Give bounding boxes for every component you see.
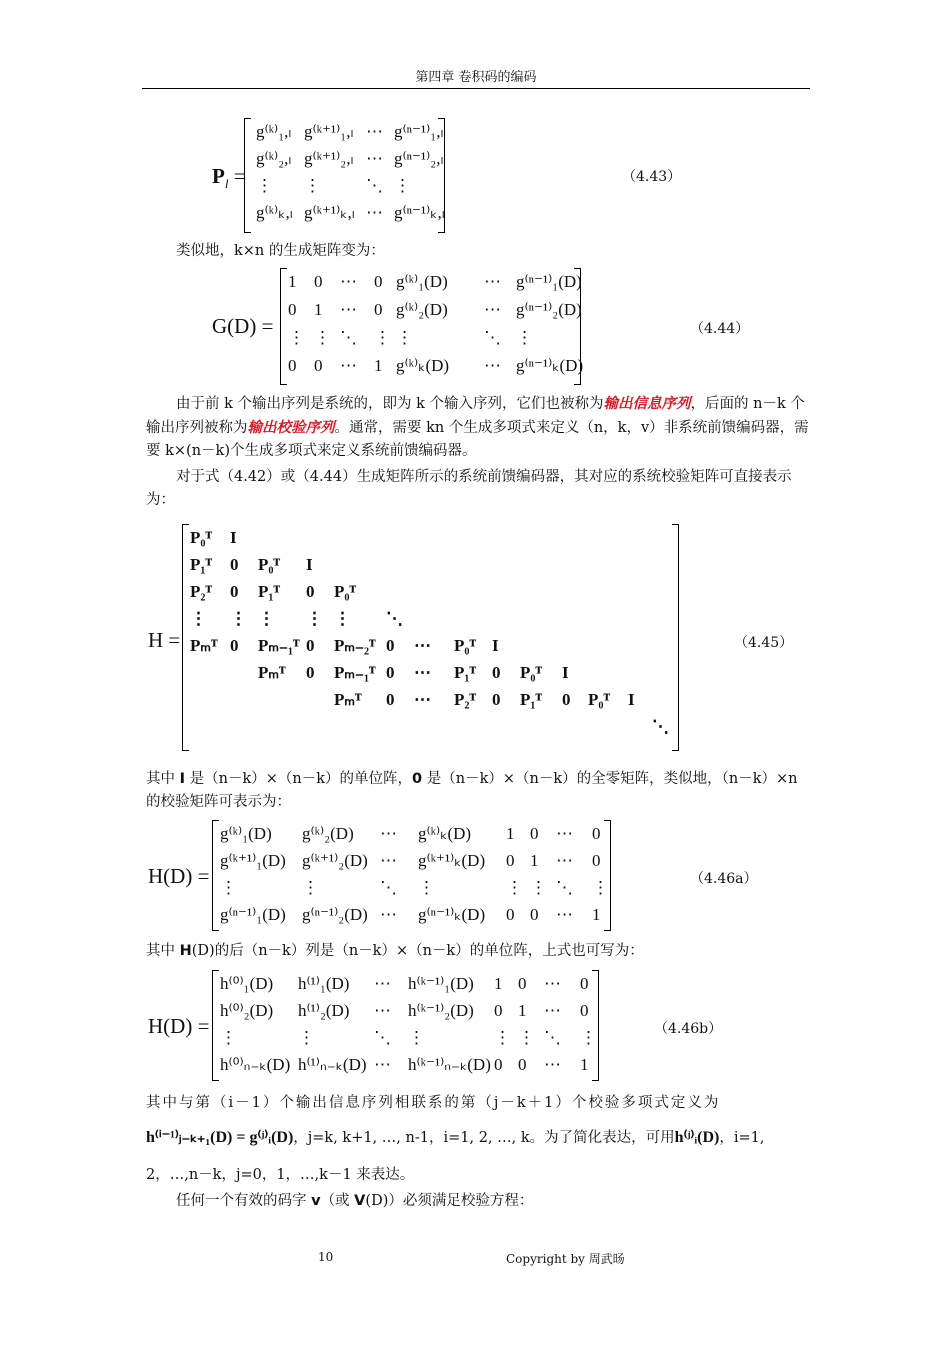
matrix-cell: ⋱ xyxy=(374,1028,391,1047)
para4-text-b: 是（n－k）×（n－k）的单位阵， xyxy=(185,771,413,787)
para5-text-a: 其中 xyxy=(146,943,180,959)
matrix-cell: ⋮ xyxy=(418,878,435,897)
para-identity xyxy=(146,768,810,814)
eq445-number: （4.45） xyxy=(734,635,794,651)
matrix-cell: P₁ᵀ xyxy=(258,582,281,601)
para-similarly: 类似地，k×n 的生成矩阵变为： xyxy=(176,243,385,259)
matrix-cell: ⋮ xyxy=(220,878,237,897)
matrix-cell: 0 xyxy=(374,272,383,291)
eq444-number: （4.44） xyxy=(690,321,750,337)
copyright: Copyright by 周武旸 xyxy=(506,1252,625,1266)
matrix-cell: 0 xyxy=(230,555,239,574)
para-check-matrix: 对于式（4.42）或（4.44）生成矩阵所示的系统前馈编码器，其对应的系统校验矩阵可直接表示为： xyxy=(146,469,792,508)
para9-text-c: (D)）必须满足校验方程： xyxy=(365,1193,534,1209)
matrix-cell: 1 xyxy=(530,851,539,870)
para5-text-b: (D)的后（n－k）列是（n－k）×（n－k）的单位阵，上式也可写为： xyxy=(191,943,644,959)
para-systematic xyxy=(146,392,810,463)
para7-text-a: ，j=k, k+1, …, n-1，i=1, 2, …, k。为了简化表达，可用 xyxy=(293,1130,675,1146)
para2-text-a: 由于前 k 个输出序列是系统的，即为 k 个输入序列，它们也被称为 xyxy=(176,396,604,412)
v-symbol: v xyxy=(311,1193,321,1209)
matrix-cell: ⋯ xyxy=(366,149,383,168)
matrix-cell: g⁽ᵏ⁾₂(D) xyxy=(302,824,354,843)
matrix-cell: 0 xyxy=(592,824,601,843)
matrix-cell: ⋯ xyxy=(380,824,397,843)
matrix-cell: ⋯ xyxy=(366,122,383,141)
matrix-cell: P₀ᵀ xyxy=(588,690,611,709)
matrix-cell: 0 xyxy=(580,1001,589,1020)
matrix-cell: Pₘ₋₁ᵀ xyxy=(258,636,300,655)
matrix-cell: h⁽¹⁾₁(D) xyxy=(298,974,350,993)
para9-text-a: 任何一个有效的码字 xyxy=(176,1193,312,1209)
matrix-cell: g⁽ⁿ⁻¹⁾₂(D) xyxy=(516,300,582,319)
matrix-cell: g⁽ᵏ⁾₂,ₗ xyxy=(256,149,292,168)
matrix-cell: P₂ᵀ xyxy=(190,582,213,601)
matrix-cell: P₀ᵀ xyxy=(520,663,543,682)
matrix-cell: g⁽ᵏ⁾ₖ(D) xyxy=(418,824,472,843)
matrix-cell: 1 xyxy=(288,272,297,291)
matrix-cell: g⁽ᵏ⁺¹⁾₂,ₗ xyxy=(304,149,354,168)
matrix-cell: ⋯ xyxy=(374,1055,391,1074)
matrix-cell: 0 xyxy=(306,636,315,655)
matrix-cell: 0 xyxy=(306,582,315,601)
matrix-cell: 0 xyxy=(492,663,501,682)
matrix-cell: 0 xyxy=(230,582,239,601)
matrix-cell: 0 xyxy=(288,300,297,319)
matrix-cell: 1 xyxy=(494,974,503,993)
left-bracket xyxy=(212,820,219,931)
matrix-cell: 0 xyxy=(494,1001,503,1020)
matrix-cell: ⋯ xyxy=(414,690,431,709)
matrix-cell: g⁽ⁿ⁻¹⁾₁,ₗ xyxy=(394,122,444,141)
header-rule xyxy=(142,88,810,89)
matrix-cell: h⁽⁰⁾₁(D) xyxy=(220,974,274,993)
matrix-cell: 1 xyxy=(506,824,515,843)
matrix-cell: g⁽ⁿ⁻¹⁾ₖ(D) xyxy=(418,905,486,924)
matrix-cell: 0 xyxy=(230,636,239,655)
matrix-cell: 1 xyxy=(374,356,383,375)
matrix-cell: ⋯ xyxy=(556,824,573,843)
check-poly-equation: h⁽ⁱ⁻¹⁾ⱼ₋ₖ₊₁(D) = g⁽ʲ⁾ᵢ(D) xyxy=(146,1129,294,1146)
matrix-cell: g⁽ᵏ⁾₁,ₗ xyxy=(256,122,292,141)
matrix-cell: 0 xyxy=(506,905,515,924)
matrix-cell: 0 xyxy=(530,905,539,924)
matrix-cell: ⋯ xyxy=(544,1001,561,1020)
matrix-cell: ⋱ xyxy=(340,328,357,347)
para-index-range: 2，…,n－k，j=0，1，…,k－1 来表达。 xyxy=(146,1167,415,1183)
eq446a-number: （4.46a） xyxy=(690,871,758,887)
eq446b-lhs: H(D) = xyxy=(148,1014,210,1038)
matrix-cell: Pₘᵀ xyxy=(190,636,218,655)
matrix-cell: h⁽ᵏ⁻¹⁾₁(D) xyxy=(408,974,474,993)
matrix-cell: ⋱ xyxy=(386,609,403,628)
matrix-cell: 1 xyxy=(518,1001,527,1020)
matrix-cell: ⋯ xyxy=(340,300,357,319)
matrix-cell: 0 xyxy=(314,272,323,291)
matrix-cell: P₁ᵀ xyxy=(454,663,477,682)
matrix-cell: 0 xyxy=(506,851,515,870)
matrix-cell: ⋮ xyxy=(408,1028,425,1047)
para7-text-b: ，i=1, xyxy=(719,1130,765,1146)
matrix-cell: ⋯ xyxy=(366,203,383,222)
matrix-cell: h⁽⁰⁾ₙ₋ₖ(D) xyxy=(220,1055,291,1074)
matrix-cell: g⁽ᵏ⁺¹⁾ₖ(D) xyxy=(418,851,486,870)
matrix-cell: I xyxy=(306,555,313,574)
matrix-cell: g⁽ⁿ⁻¹⁾ₖ(D) xyxy=(516,356,584,375)
matrix-cell: 0 xyxy=(288,356,297,375)
page-header: 第四章 卷积码的编码 xyxy=(415,70,537,85)
matrix-cell: h⁽⁰⁾₂(D) xyxy=(220,1001,274,1020)
matrix-cell: h⁽ᵏ⁻¹⁾ₙ₋ₖ(D) xyxy=(408,1055,491,1074)
eq443-lhs: $P_l$ = xyxy=(212,164,246,192)
matrix-cell: ⋯ xyxy=(484,356,501,375)
eq445-matrix xyxy=(182,524,680,752)
matrix-cell: Pₘᵀ xyxy=(258,663,286,682)
matrix-cell: ⋮ xyxy=(298,1028,315,1047)
matrix-cell: g⁽ᵏ⁺¹⁾₂(D) xyxy=(302,851,368,870)
matrix-cell: Pₘ₋₁ᵀ xyxy=(334,663,376,682)
matrix-cell: ⋮ xyxy=(302,878,319,897)
identity-symbol: I xyxy=(179,771,186,787)
matrix-cell: ⋱ xyxy=(366,176,383,195)
matrix-cell: ⋱ xyxy=(556,878,573,897)
matrix-cell: g⁽ⁿ⁻¹⁾₂,ₗ xyxy=(394,149,444,168)
matrix-cell: 0 xyxy=(530,824,539,843)
matrix-cell: 0 xyxy=(314,356,323,375)
matrix-cell: g⁽ᵏ⁾₁(D) xyxy=(220,824,272,843)
matrix-cell: ⋮ xyxy=(396,328,413,347)
matrix-cell: I xyxy=(492,636,499,655)
eq446a-lhs: H(D) = xyxy=(148,864,210,888)
matrix-cell: ⋮ xyxy=(592,878,609,897)
matrix-cell: g⁽ⁿ⁻¹⁾₂(D) xyxy=(302,905,368,924)
matrix-cell: ⋮ xyxy=(530,878,547,897)
matrix-cell: 1 xyxy=(580,1055,589,1074)
left-bracket xyxy=(244,118,251,233)
matrix-cell: ⋱ xyxy=(544,1028,561,1047)
para2-text-c: 。通常，需要 kn 个生成多项式来定义（n，k，v）非系统前馈编码器，需要 k×(n－k)个生成多项式来定义系统前馈编码器。 xyxy=(146,420,809,459)
matrix-cell: Pₘ₋₂ᵀ xyxy=(334,636,376,655)
matrix-cell: 1 xyxy=(314,300,323,319)
para-hd xyxy=(146,940,810,963)
matrix-cell: ⋮ xyxy=(506,878,523,897)
right-bracket xyxy=(592,970,599,1081)
matrix-cell: ⋮ xyxy=(256,176,273,195)
matrix-cell: P₂ᵀ xyxy=(454,690,477,709)
matrix-cell: P₀ᵀ xyxy=(258,555,281,574)
matrix-cell: g⁽ᵏ⁾ₖ(D) xyxy=(396,356,450,375)
matrix-cell: I xyxy=(562,663,569,682)
matrix-cell: 0 xyxy=(386,663,395,682)
right-bracket xyxy=(672,524,679,751)
matrix-cell: P₀ᵀ xyxy=(190,528,213,547)
matrix-cell: ⋮ xyxy=(220,1028,237,1047)
matrix-cell: 0 xyxy=(592,851,601,870)
matrix-cell: P₀ᵀ xyxy=(454,636,477,655)
left-bracket xyxy=(182,524,189,751)
right-bracket xyxy=(604,820,611,931)
matrix-cell: 0 xyxy=(492,690,501,709)
matrix-cell: g⁽ᵏ⁺¹⁾ₖ,ₗ xyxy=(304,203,355,222)
matrix-cell: P₀ᵀ xyxy=(334,582,357,601)
eq446b-matrix xyxy=(212,970,600,1082)
matrix-cell: ⋮ xyxy=(304,176,321,195)
matrix-cell: ⋮ xyxy=(288,328,305,347)
matrix-cell: ⋮ xyxy=(516,328,533,347)
matrix-cell: ⋮ xyxy=(190,609,207,628)
matrix-cell: ⋮ xyxy=(334,609,351,628)
matrix-cell: ⋯ xyxy=(380,851,397,870)
matrix-cell: ⋱ xyxy=(652,717,669,736)
matrix-cell: ⋯ xyxy=(556,905,573,924)
matrix-cell: ⋯ xyxy=(414,663,431,682)
matrix-cell: 0 xyxy=(386,636,395,655)
para2-text-b: ，后面的 n－k 个输出序列被称为 xyxy=(146,396,805,436)
matrix-cell: 0 xyxy=(518,974,527,993)
matrix-cell: 0 xyxy=(518,1055,527,1074)
matrix-cell: ⋯ xyxy=(340,272,357,291)
matrix-cell: P₁ᵀ xyxy=(190,555,213,574)
para-check-poly: 其中与第（i－1）个输出信息序列相联系的第（j－k＋1）个校验多项式定义为 xyxy=(146,1095,721,1111)
para4-text-c: 是（n－k）×（n－k）的全零矩阵，类似地，（n－k）×n 的校验矩阵可表示为： xyxy=(146,771,798,810)
matrix-cell: ⋮ xyxy=(230,609,247,628)
matrix-cell: g⁽ⁿ⁻¹⁾₁(D) xyxy=(516,272,582,291)
matrix-cell: 1 xyxy=(592,905,601,924)
matrix-cell: 0 xyxy=(562,690,571,709)
matrix-cell: ⋯ xyxy=(380,905,397,924)
matrix-cell: 0 xyxy=(580,974,589,993)
h-symbol: H xyxy=(179,943,192,959)
check-poly-symbol: h⁽ʲ⁾ᵢ(D) xyxy=(674,1129,720,1146)
left-bracket xyxy=(212,970,219,1081)
eq443-number: （4.43） xyxy=(622,169,682,185)
matrix-cell: 0 xyxy=(386,690,395,709)
matrix-cell: ⋮ xyxy=(518,1028,535,1047)
matrix-cell: ⋯ xyxy=(484,300,501,319)
eq446a-matrix xyxy=(212,820,612,932)
matrix-cell: 0 xyxy=(306,663,315,682)
matrix-cell: g⁽ᵏ⁺¹⁾₁(D) xyxy=(220,851,286,870)
left-bracket xyxy=(280,268,287,385)
zero-symbol: 0 xyxy=(412,771,423,787)
matrix-cell: ⋱ xyxy=(380,878,397,897)
term-info-seq: 输出信息序列 xyxy=(603,395,691,412)
matrix-cell: Pₘᵀ xyxy=(334,690,362,709)
matrix-cell: ⋮ xyxy=(314,328,331,347)
matrix-cell: 0 xyxy=(494,1055,503,1074)
eq445-lhs: H = xyxy=(148,628,181,652)
matrix-cell: ⋮ xyxy=(374,328,391,347)
matrix-cell: ⋯ xyxy=(340,356,357,375)
matrix-cell: h⁽¹⁾₂(D) xyxy=(298,1001,350,1020)
eq444-lhs: G(D) = xyxy=(212,314,274,338)
matrix-cell: ⋮ xyxy=(580,1028,597,1047)
matrix-cell: g⁽ᵏ⁾₂(D) xyxy=(396,300,448,319)
para9-text-b: （或 xyxy=(320,1193,355,1209)
eq443-matrix xyxy=(244,118,446,234)
eq444-matrix xyxy=(280,268,582,386)
V-symbol: V xyxy=(354,1193,366,1209)
matrix-cell: h⁽¹⁾ₙ₋ₖ(D) xyxy=(298,1055,367,1074)
matrix-cell: ⋮ xyxy=(258,609,275,628)
matrix-cell: 0 xyxy=(374,300,383,319)
matrix-cell: ⋮ xyxy=(306,609,323,628)
matrix-cell: ⋯ xyxy=(414,636,431,655)
matrix-cell: g⁽ⁿ⁻¹⁾₁(D) xyxy=(220,905,286,924)
matrix-cell: g⁽ᵏ⁺¹⁾₁,ₗ xyxy=(304,122,354,141)
matrix-cell: P₁ᵀ xyxy=(520,690,543,709)
para4-text-a: 其中 xyxy=(146,771,180,787)
matrix-cell: ⋯ xyxy=(374,1001,391,1020)
matrix-cell: ⋯ xyxy=(484,272,501,291)
matrix-cell: g⁽ᵏ⁾ₖ,ₗ xyxy=(256,203,293,222)
eq446b-number: （4.46b） xyxy=(654,1021,723,1037)
matrix-cell: ⋯ xyxy=(544,1055,561,1074)
matrix-cell: ⋯ xyxy=(544,974,561,993)
matrix-cell: g⁽ᵏ⁾₁(D) xyxy=(396,272,448,291)
matrix-cell: ⋮ xyxy=(494,1028,511,1047)
matrix-cell: ⋮ xyxy=(394,176,411,195)
matrix-cell: h⁽ᵏ⁻¹⁾₂(D) xyxy=(408,1001,474,1020)
matrix-cell: I xyxy=(628,690,635,709)
page-number: 10 xyxy=(318,1250,334,1264)
matrix-cell: g⁽ⁿ⁻¹⁾ₖ,ₗ xyxy=(394,203,445,222)
matrix-cell: I xyxy=(230,528,237,547)
matrix-cell: ⋱ xyxy=(484,328,501,347)
matrix-cell: ⋯ xyxy=(556,851,573,870)
matrix-cell: ⋯ xyxy=(374,974,391,993)
para-valid-codeword xyxy=(146,1190,810,1213)
term-check-seq: 输出校验序列 xyxy=(247,419,335,436)
para-check-poly-def xyxy=(146,1126,810,1150)
